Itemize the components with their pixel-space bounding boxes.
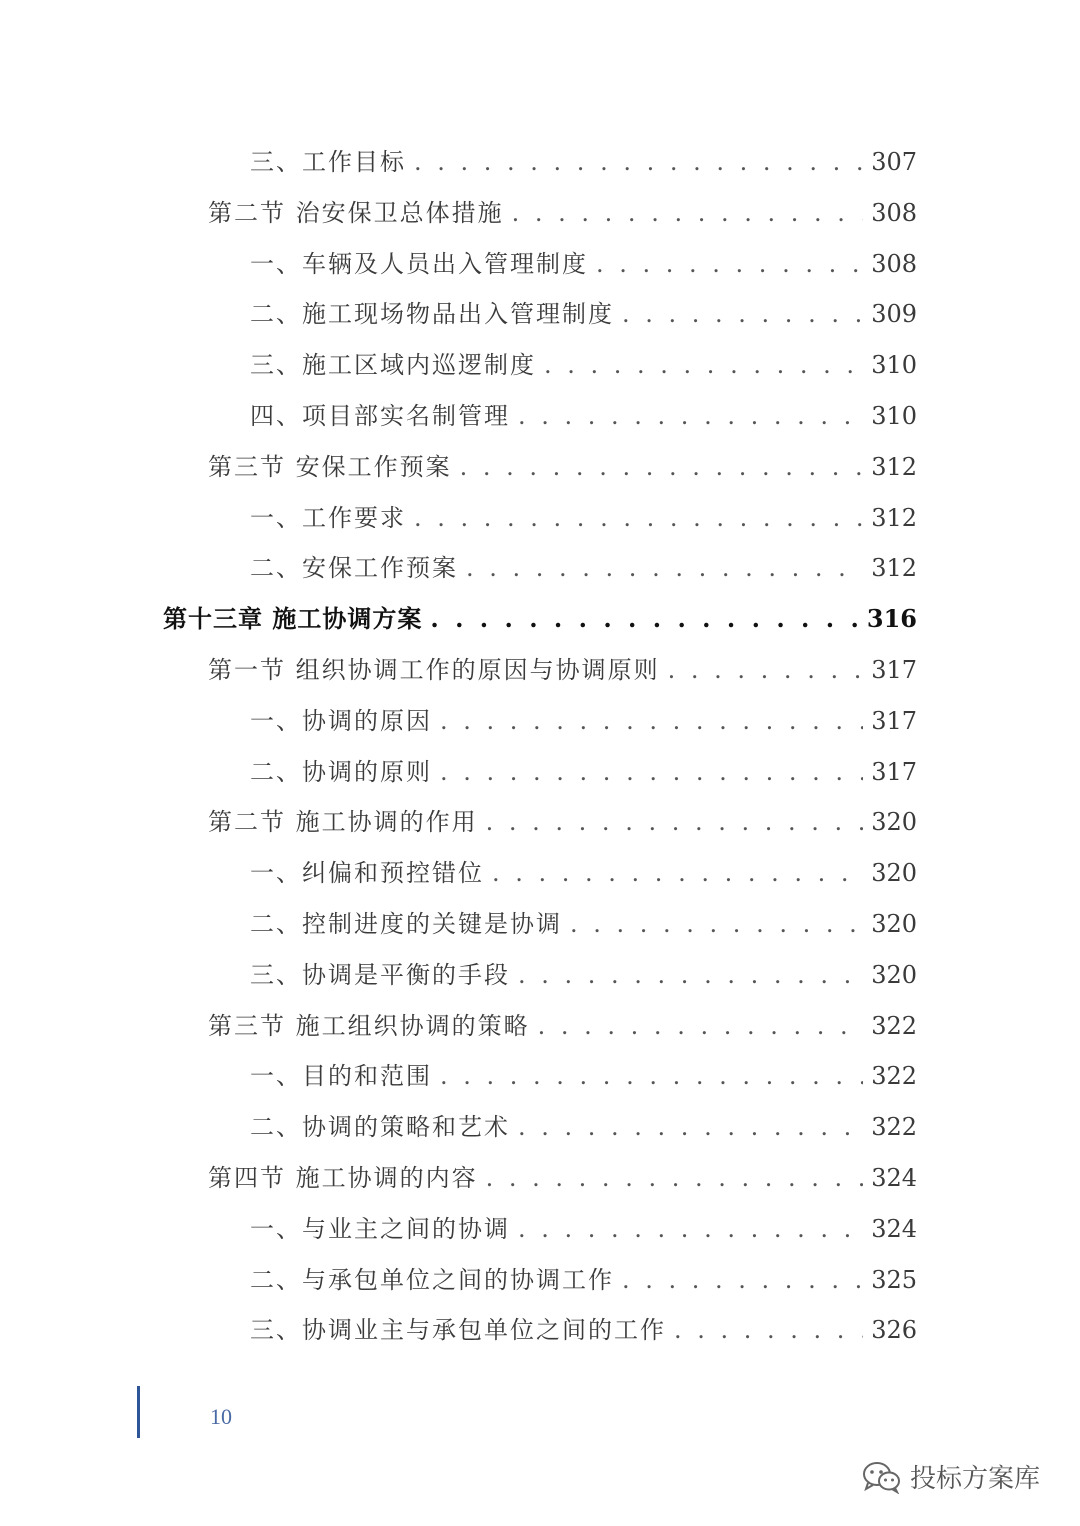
toc-entry-page: 320 xyxy=(871,910,917,938)
dot-leader xyxy=(518,1102,863,1152)
dot-leader xyxy=(596,239,863,289)
toc-entry-page: 312 xyxy=(871,503,917,532)
toc-entry[interactable] xyxy=(250,1102,917,1152)
watermark xyxy=(862,1458,1040,1495)
toc-entry[interactable] xyxy=(250,848,917,898)
toc-entry-title: 一、车辆及人员出入管理制度 xyxy=(250,249,588,278)
toc-entry-title: 第三节 施工组织协调的策略 xyxy=(208,1011,530,1040)
toc-entry-page: 312 xyxy=(871,452,917,481)
toc-entry-title: 第二节 施工协调的作用 xyxy=(208,808,478,837)
toc-entry[interactable] xyxy=(250,696,917,746)
dot-leader xyxy=(440,747,863,797)
toc-entry-page: 308 xyxy=(871,249,917,278)
toc-entry-title: 二、安保工作预案 xyxy=(250,554,458,583)
dot-leader xyxy=(440,1051,863,1101)
toc-entry[interactable] xyxy=(250,239,917,289)
toc-entry-title: 一、目的和范围 xyxy=(250,1062,432,1091)
toc-entry-title: 第二节 治安保卫总体措施 xyxy=(208,198,504,227)
toc-entry-title: 第十三章 施工协调方案 xyxy=(163,604,423,634)
dot-leader xyxy=(674,1305,863,1355)
toc-entry-title: 二、协调的原则 xyxy=(250,757,432,786)
toc-entry-title: 三、协调是平衡的手段 xyxy=(250,960,510,989)
toc-entry-page: 324 xyxy=(871,1164,917,1192)
dot-leader xyxy=(486,797,864,847)
toc-entry-page: 310 xyxy=(871,351,917,380)
toc-entry-title: 第三节 安保工作预案 xyxy=(208,452,452,481)
dot-leader xyxy=(518,1204,863,1254)
dot-leader xyxy=(460,442,864,492)
toc-entry-title: 一、协调的原因 xyxy=(250,706,432,735)
dot-leader xyxy=(466,543,863,593)
toc-entry-page: 322 xyxy=(871,1113,917,1142)
toc-entry[interactable] xyxy=(208,1153,917,1203)
toc-entry[interactable] xyxy=(250,950,917,1000)
toc-entry-page: 320 xyxy=(871,859,917,888)
toc-entry-page: 317 xyxy=(871,757,917,786)
toc-entry-title: 三、协调业主与承包单位之间的工作 xyxy=(250,1316,666,1345)
toc-entry[interactable] xyxy=(250,289,917,339)
toc-entry-page: 322 xyxy=(871,1062,917,1091)
dot-leader xyxy=(430,594,859,644)
toc-entry-page: 326 xyxy=(871,1316,917,1345)
dot-leader xyxy=(440,696,863,746)
dot-leader xyxy=(622,1255,863,1305)
toc-entry-page: 312 xyxy=(871,554,917,583)
toc-entry[interactable] xyxy=(250,543,917,593)
toc-entry-page: 308 xyxy=(871,198,917,227)
wechat-icon xyxy=(862,1460,902,1494)
toc-entry[interactable] xyxy=(250,1255,917,1305)
toc-entry[interactable] xyxy=(208,645,917,695)
toc-entry-title: 一、工作要求 xyxy=(250,503,406,532)
toc-entry-page: 317 xyxy=(871,706,917,735)
toc-entry-title: 第一节 组织协调工作的原因与协调原则 xyxy=(208,656,660,684)
toc-entry[interactable] xyxy=(208,797,917,847)
dot-leader xyxy=(518,950,863,1000)
toc-entry[interactable] xyxy=(250,137,917,187)
toc-entry[interactable] xyxy=(163,594,917,644)
dot-leader xyxy=(570,899,863,949)
toc-entry[interactable] xyxy=(250,1051,917,1101)
dot-leader xyxy=(518,391,863,441)
toc-entry-title: 二、协调的策略和艺术 xyxy=(250,1113,510,1142)
toc-entry[interactable] xyxy=(250,391,917,441)
toc-entry-title: 二、与承包单位之间的协调工作 xyxy=(250,1265,614,1294)
dot-leader xyxy=(414,493,863,543)
page-number: 10 xyxy=(210,1404,232,1429)
toc-entry-page: 320 xyxy=(871,808,917,837)
dot-leader xyxy=(512,188,864,238)
dot-leader xyxy=(538,1001,864,1051)
toc-entry-page: 310 xyxy=(871,402,917,430)
watermark-text: 投标方案库 xyxy=(910,1464,1041,1494)
toc-entry[interactable] xyxy=(250,493,917,543)
toc-entry-page: 325 xyxy=(871,1265,917,1294)
toc-entry-page: 322 xyxy=(871,1011,917,1040)
toc-entry-page: 316 xyxy=(866,604,917,634)
toc-entry[interactable] xyxy=(250,1305,917,1355)
dot-leader xyxy=(414,137,863,187)
toc-entry[interactable] xyxy=(250,340,917,390)
toc-entry[interactable] xyxy=(208,188,917,238)
toc-entry-title: 四、项目部实名制管理 xyxy=(250,402,510,430)
toc-entry-title: 三、施工区域内巡逻制度 xyxy=(250,351,536,380)
toc-entry[interactable] xyxy=(250,899,917,949)
dot-leader xyxy=(486,1153,864,1203)
toc-entry-page: 317 xyxy=(871,656,917,684)
toc-entry-title: 二、控制进度的关键是协调 xyxy=(250,910,562,938)
toc-entry-page: 324 xyxy=(871,1214,917,1243)
toc-entry[interactable] xyxy=(250,1204,917,1254)
toc-entry-page: 309 xyxy=(871,300,917,329)
toc-entry[interactable] xyxy=(208,1001,917,1051)
toc-entry-title: 三、工作目标 xyxy=(250,148,406,176)
toc-entry-page: 320 xyxy=(871,960,917,989)
toc-entry-title: 二、施工现场物品出入管理制度 xyxy=(250,300,614,329)
toc-entry-title: 一、与业主之间的协调 xyxy=(250,1214,510,1243)
dot-leader xyxy=(492,848,863,898)
dot-leader xyxy=(544,340,863,390)
footer-accent-bar xyxy=(137,1386,140,1438)
dot-leader xyxy=(668,645,864,695)
dot-leader xyxy=(622,289,863,339)
toc-entry[interactable] xyxy=(250,747,917,797)
toc-entry-page: 307 xyxy=(871,148,917,176)
toc-entry-title: 第四节 施工协调的内容 xyxy=(208,1164,478,1192)
toc-entry-title: 一、纠偏和预控错位 xyxy=(250,859,484,888)
toc-entry[interactable] xyxy=(208,442,917,492)
